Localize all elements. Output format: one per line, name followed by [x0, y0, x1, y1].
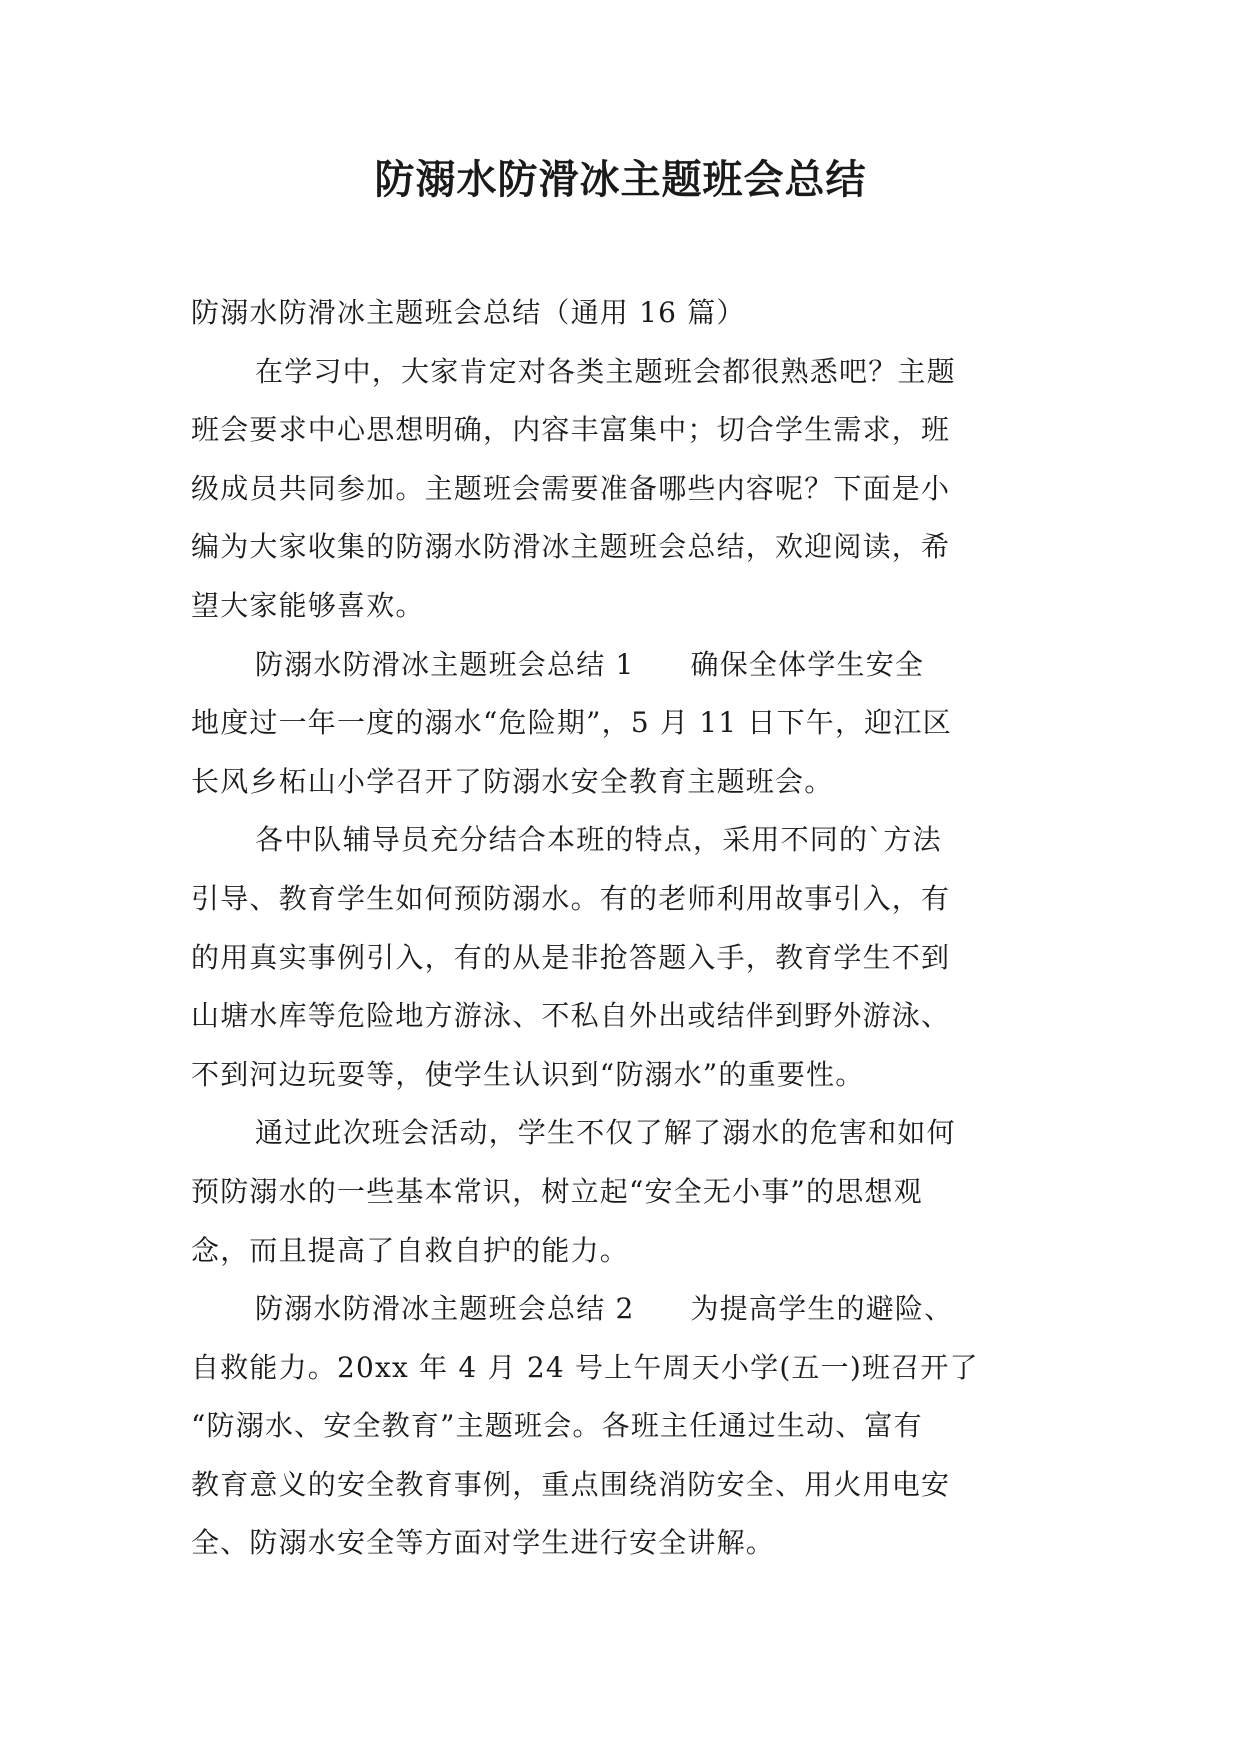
section-1-line: 山塘水库等危险地方游泳、不私自外出或结伴到野外游泳、 — [191, 999, 951, 1033]
intro-line: 编为大家收集的防溺水防滑冰主题班会总结，欢迎阅读，希 — [191, 530, 951, 564]
section-2-line: 教育意义的安全教育事例，重点围绕消防安全、用火用电安 — [191, 1467, 951, 1501]
section-2-first-line — [191, 1280, 1049, 1339]
section-1-line: 的用真实事例引入，有的从是非抢答题入手，教育学生不到 — [191, 940, 951, 974]
intro-line: 级成员共同参加。主题班会需要准备哪些内容呢？下面是小 — [191, 471, 951, 505]
section-1-line: 念，而且提高了自救自护的能力。 — [191, 1233, 630, 1267]
section-1-first-line — [191, 636, 1049, 695]
subtitle-line: 防溺水防滑冰主题班会总结（通用 16 篇） — [191, 296, 746, 329]
section-1-line: 通过此次班会活动，学生不仅了解了溺水的危害和如何 — [255, 1116, 956, 1150]
section-2-lead-text: 为提高学生的避险、 — [690, 1292, 954, 1326]
section-1-line: 引导、教育学生如何预防溺水。有的老师利用故事引入，有 — [191, 881, 951, 915]
section-1-heading: 防溺水防滑冰主题班会总结 1 — [255, 647, 635, 681]
document-body — [191, 284, 1049, 1573]
section-2-line: 全、防溺水安全等方面对学生进行安全讲解。 — [191, 1526, 776, 1560]
intro-line: 望大家能够喜欢。 — [191, 588, 425, 622]
section-1-line: 长风乡柘山小学召开了防溺水安全教育主题班会。 — [191, 764, 834, 798]
section-1-line: 预防溺水的一些基本常识，树立起“安全无小事”的思想观 — [191, 1174, 923, 1208]
document-title: 防溺水防滑冰主题班会总结 — [374, 157, 867, 203]
section-2-heading: 防溺水防滑冰主题班会总结 2 — [255, 1292, 635, 1326]
section-1-line: 不到河边玩耍等，使学生认识到“防溺水”的重要性。 — [191, 1057, 865, 1091]
section-1-line: 地度过一年一度的溺水“危险期”，5 月 11 日下午，迎江区 — [191, 706, 952, 740]
section-1-lead-text: 确保全体学生安全 — [690, 647, 925, 681]
section-2-line: 自救能力。20xx 年 4 月 24 号上午周天小学(五一)班召开了 — [191, 1350, 979, 1384]
intro-line: 在学习中，大家肯定对各类主题班会都很熟悉吧？主题 — [255, 354, 956, 388]
section-1-line: 各中队辅导员充分结合本班的特点，采用不同的`方法 — [255, 823, 942, 857]
section-2-line: “防溺水、安全教育”主题班会。各班主任通过生动、富有 — [191, 1409, 923, 1443]
intro-line: 班会要求中心思想明确，内容丰富集中；切合学生需求，班 — [191, 413, 951, 447]
